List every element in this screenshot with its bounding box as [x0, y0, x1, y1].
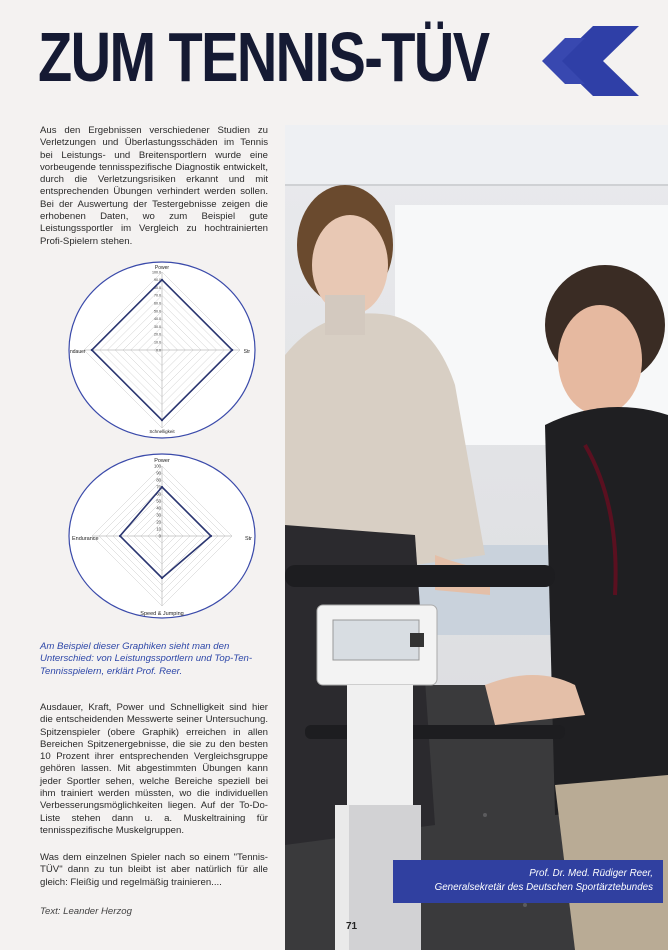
- page-number: 71: [346, 921, 358, 932]
- tick-label: 30: [156, 512, 161, 518]
- data-point: [91, 349, 93, 351]
- axis-label-power: Power: [154, 458, 170, 464]
- author-credit: Text: Leander Herzog: [40, 906, 132, 917]
- data-point: [161, 419, 163, 421]
- photo-caption-box: [393, 860, 663, 903]
- axis-label-power: Power: [154, 265, 170, 271]
- tick-label: 70.0: [154, 293, 161, 298]
- tick-label: 50.0: [154, 309, 161, 314]
- axis-label-right: Str: [244, 536, 252, 542]
- tick-label: 50: [156, 498, 161, 504]
- tick-label: 40: [156, 505, 161, 511]
- photo-caption-line-2: Generalsekretär des Deutschen Sportärztebundes: [434, 882, 653, 893]
- tick-label: 80.0: [154, 285, 161, 290]
- tick-label: 0: [158, 533, 161, 539]
- tick-label: 90: [156, 470, 161, 476]
- tick-label: 20.0: [154, 332, 161, 337]
- tick-label: 0.0: [156, 348, 161, 353]
- axis-label-left: ndauer: [70, 349, 86, 355]
- data-point: [161, 279, 163, 281]
- axis-label-bottom: Schnelligkeit: [149, 429, 175, 434]
- tick-label: 60: [156, 491, 161, 497]
- axis-label-right: Str: [243, 349, 250, 355]
- tick-label: 10.0: [154, 340, 161, 345]
- photo-tennis-diagnostics: [285, 125, 668, 950]
- tick-label: 20: [156, 519, 161, 525]
- data-point: [231, 349, 233, 351]
- tick-label: 100.0: [152, 270, 161, 275]
- data-point: [161, 577, 163, 579]
- tick-label: 90.0: [154, 278, 161, 283]
- body-paragraph-1: Ausdauer, Kraft, Power und Schnelligkeit sind hier die entscheidenden Messwerte seiner Untersuchung. Spitzenspieler (obere Graphik) erreichen in allen Bereichen Spitzenergebnisse, die sie zu den besten 10 Prozent ihrer entsprechenden Vergleichsgruppe gehören lassen. Mit abgestimmten Übungen kann jeder Sportler sehen, welche Bereiche speziell bei ihm trainiert werden müssten, wo die individuellen Verbesserungsmöglichkeiten liegen. Auf der To-Do-Liste stehen dann u. a. Muskeltraining für tennisspezifische Muskelgruppen.: [40, 702, 268, 836]
- radar-chart-top: [66, 255, 266, 445]
- axis-label-bottom: Speed & Jumping: [140, 611, 184, 617]
- data-point: [119, 535, 121, 537]
- tick-label: 40.0: [154, 317, 161, 322]
- radar-chart-bottom: [66, 450, 266, 622]
- data-point: [210, 535, 212, 537]
- chevron-logo: [535, 26, 645, 96]
- axis-label-left: Endurance: [72, 536, 99, 542]
- chart-caption: Am Beispiel dieser Graphiken sieht man den Unterschied: von Leistungssportlern und Top-Ten-Tennisspielern, erklärt Prof. Reer.: [40, 641, 253, 677]
- tick-label: 30.0: [154, 324, 161, 329]
- tick-label: 70: [156, 484, 161, 490]
- headline: ZUM TENNIS-TÜV: [38, 18, 489, 96]
- tick-label: 10: [156, 526, 161, 532]
- tick-label: 60.0: [154, 301, 161, 306]
- tick-label: 100: [154, 463, 161, 469]
- photo-caption-line-1: Prof. Dr. Med. Rüdiger Reer,: [529, 868, 653, 879]
- body-paragraph-2: Was dem einzelnen Spieler nach so einem "Tennis-TÜV" dann zu tun bleibt ist aber natürlich für alle gleich: Fleißig und regelmäßig trainieren....: [40, 852, 268, 888]
- tick-label: 80: [156, 477, 161, 483]
- data-point: [161, 486, 163, 488]
- intro-paragraph: Aus den Ergebnissen verschiedener Studien zu Verletzungen und Überlastungsschäden im Tennis bei Leistungs- und Breitensportlern wurde eine vorbeugende tennisspezifische Diagnostik entwickelt, durch die Verletzungsrisiken erkannt und mit entsprechenden Übungen verhindert werden sollen. Bei der Auswertung der Testergebnisse zeigen die erhobenen Daten, wo zum Beispiel gute Leistungssportler im Vergleich zu hochtrainierten Profi-Spielern stehen.: [40, 125, 268, 247]
